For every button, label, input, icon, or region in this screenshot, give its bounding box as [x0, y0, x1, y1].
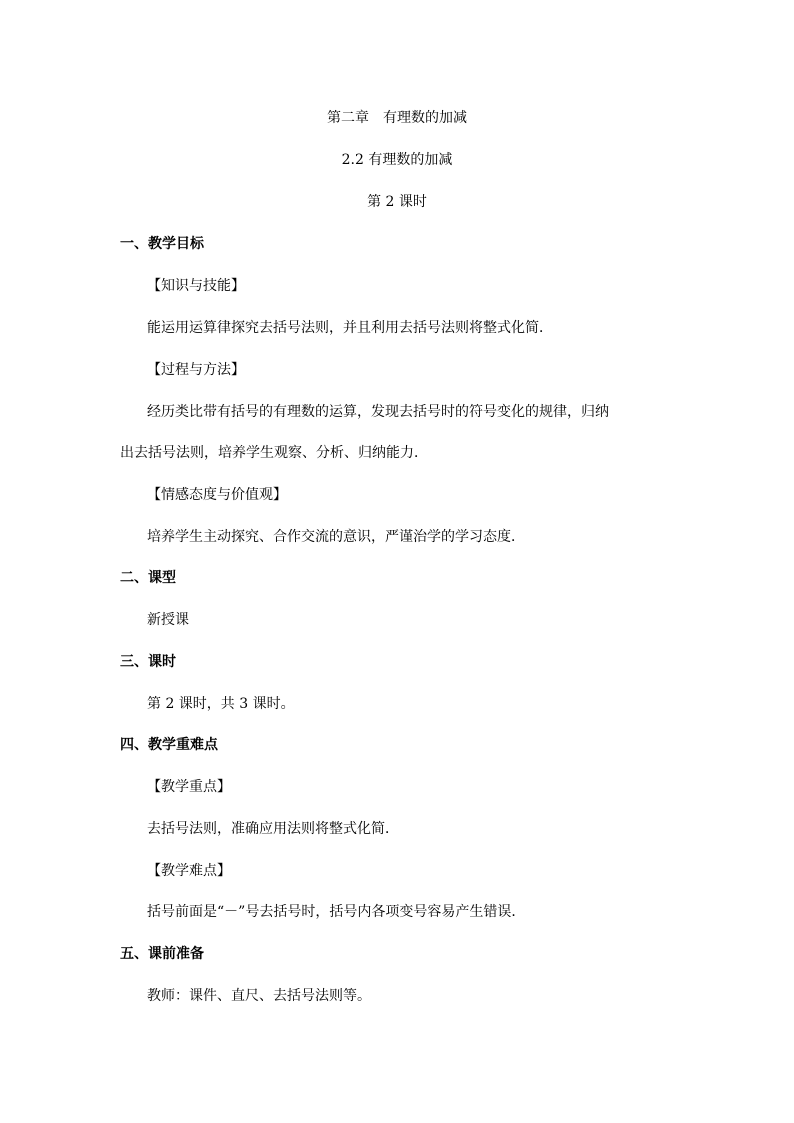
text-knowledge-skills: 能运用运算律探究去括号法则，并且利用去括号法则将整式化简．: [147, 320, 553, 336]
text-process-method-line2: 出去括号法则，培养学生观察、分析、归纳能力．: [120, 445, 428, 461]
text-key-point: 去括号法则，准确应用法则将整式化简．: [147, 821, 399, 837]
heading-lesson-type: 二、课型: [120, 570, 176, 586]
chapter-title: 第二章 有理数的加减: [327, 110, 467, 126]
heading-key-difficult-points: 四、教学重难点: [120, 737, 218, 753]
text-process-method-line1: 经历类比带有括号的有理数的运算，发现去括号时的符号变化的规律，归纳: [147, 404, 609, 420]
text-preparation: 教师：课件、直尺、去括号法则等。: [147, 988, 371, 1004]
label-attitude-values: 【情感态度与价值观】: [147, 487, 287, 503]
label-key-point: 【教学重点】: [147, 779, 231, 795]
label-process-method: 【过程与方法】: [147, 362, 245, 378]
label-knowledge-skills: 【知识与技能】: [147, 278, 245, 294]
label-difficult-point: 【教学难点】: [147, 863, 231, 879]
text-difficult-point: 括号前面是“－”号去括号时，括号内各项变号容易产生错误．: [147, 904, 526, 920]
text-class-hours: 第 2 课时，共 3 课时。: [147, 696, 295, 712]
text-attitude-values: 培养学生主动探究、合作交流的意识，严谨治学的学习态度．: [147, 529, 525, 545]
lesson-title: 第 2 课时: [367, 194, 427, 210]
heading-preparation: 五、课前准备: [120, 946, 204, 962]
heading-teaching-goals: 一、教学目标: [120, 236, 204, 252]
heading-class-hours: 三、课时: [120, 654, 176, 670]
section-title: 2.2 有理数的加减: [341, 152, 453, 168]
text-lesson-type: 新授课: [147, 612, 189, 628]
